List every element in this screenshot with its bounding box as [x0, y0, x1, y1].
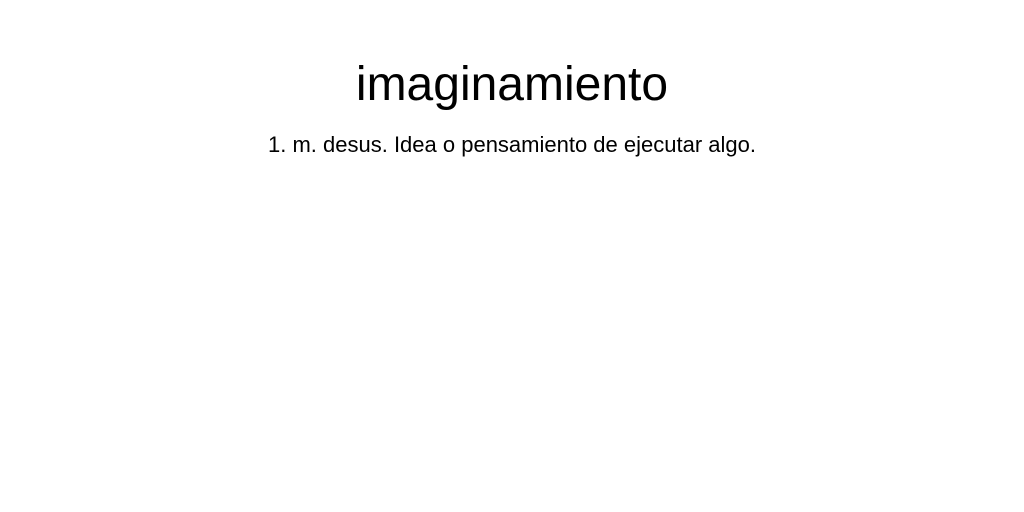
definition-text: 1. m. desus. Idea o pensamiento de ejecutar algo.: [268, 132, 756, 157]
headword-title: imaginamiento: [355, 58, 669, 111]
